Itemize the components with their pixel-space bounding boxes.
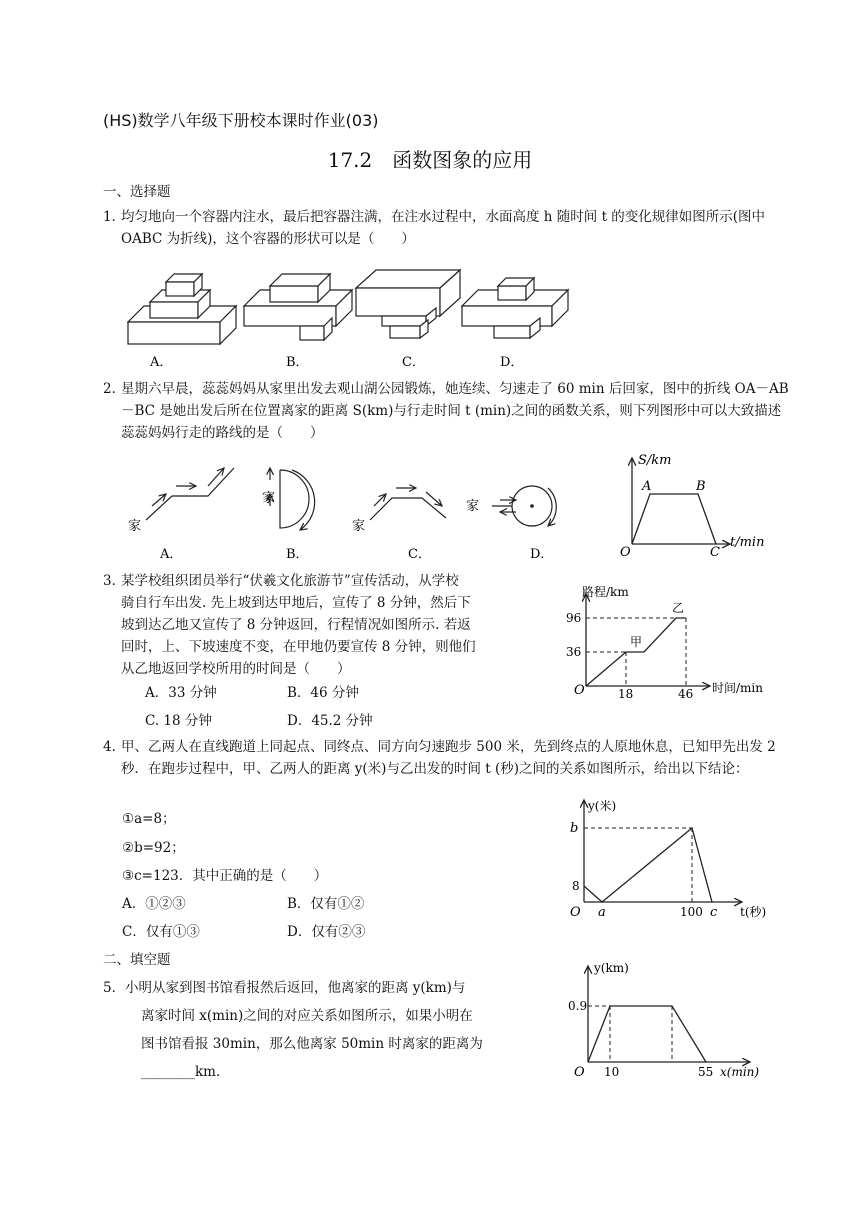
q1-label-d: D．: [500, 355, 524, 370]
container-c: [356, 270, 460, 338]
svg-text:路程/km: 路程/km: [582, 585, 629, 599]
q4-option-b[interactable]: B．仅有①②: [287, 896, 365, 912]
route-a: [146, 468, 234, 520]
svg-text:O: O: [620, 545, 631, 560]
home-label-c: 家: [352, 519, 366, 534]
route-c: [370, 498, 446, 520]
section-fill: 二、填空题: [103, 952, 171, 968]
question-3: 3． 某学校组织团员举行“伏羲文化旅游节”宣传活动，从学校 骑自行车出发. 先上坡到达甲地后，宣传了 8 分钟，然后下 坡到达乙地又宣传了 8 分钟返回，行程情况如图所示. 若返 回时，上、下坡速度不变，在甲地仍要宣传 8 分钟，则他们 从乙地返回学校所用的时间是（ ）: [103, 573, 476, 677]
svg-text:t(秒): t(秒): [740, 905, 767, 919]
q5-graph: [560, 958, 780, 1082]
question-1-text: 均匀地向一个容器内注水，最后把容器注满，在注水过程中，水面高度 h 随时间 t 的变化规律如图所示(图中 OABC 为折线)，这个容器的形状可以是（ ）: [121, 209, 766, 247]
q4-conclusion-2: ②b=92；: [122, 840, 185, 856]
svg-text:S/km: S/km: [638, 453, 672, 468]
q3-option-b[interactable]: B．46 分钟: [287, 685, 359, 701]
svg-text:96: 96: [566, 611, 582, 625]
svg-text:0.9: 0.9: [568, 999, 588, 1013]
question-4-text: 甲、乙两人在直线跑道上同起点、同终点、同方向匀速跑步 500 米，先到终点的人原地休息，已知甲先出发 2 秒．在跑步过程中，甲、乙两人的距离 y(米)与乙出发的时间 t (秒)之间的关系如图所示，给出以下结论：: [121, 739, 776, 777]
svg-text:O: O: [574, 683, 585, 698]
q1-label-a: A．: [150, 355, 173, 370]
q4-conclusion-1: ①a=8；: [122, 811, 176, 827]
q2-graph-line: [632, 494, 716, 544]
q4-option-c[interactable]: C．仅有①③: [122, 924, 200, 940]
q2-graph: [612, 452, 772, 562]
q1-label-c: C．: [402, 355, 425, 370]
container-a: [128, 274, 236, 344]
svg-text:时间/min: 时间/min: [712, 681, 763, 695]
q2-label-d: D．: [530, 547, 554, 562]
q5-answer-blank[interactable]: ________km．: [141, 1064, 230, 1080]
q1-label-b: B．: [286, 355, 309, 370]
q2-label-c: C．: [408, 547, 431, 562]
svg-text:a: a: [598, 905, 606, 920]
home-label-d: 家: [466, 499, 480, 514]
q4-graph-line: [584, 828, 712, 902]
q3-option-c[interactable]: C. 18 分钟: [145, 713, 212, 729]
svg-text:8: 8: [572, 879, 580, 893]
svg-text:乙: 乙: [672, 601, 685, 615]
svg-text:100: 100: [680, 905, 703, 919]
question-1: 1． 均匀地向一个容器内注水，最后把容器注满，在注水过程中，水面高度 h 随时间 t 的变化规律如图所示(图中 OABC 为折线)，这个容器的形状可以是（ ）: [103, 206, 793, 250]
svg-text:B: B: [696, 479, 706, 494]
svg-text:46: 46: [678, 687, 694, 698]
svg-text:y(km): y(km): [594, 961, 629, 975]
svg-text:t/min: t/min: [730, 535, 765, 550]
question-4: 4． 甲、乙两人在直线跑道上同起点、同终点、同方向匀速跑步 500 米，先到终点的人原地休息，已知甲先出发 2 秒．在跑步过程中，甲、乙两人的距离 y(米)与乙出发的时间 t (秒)之间的关系如图所示，给出以下结论：: [103, 736, 783, 780]
svg-text:18: 18: [618, 687, 634, 698]
svg-text:甲: 甲: [630, 635, 643, 649]
container-b: [244, 274, 352, 340]
svg-text:10: 10: [604, 1065, 620, 1079]
container-d: [462, 278, 568, 338]
q4-graph: [562, 792, 787, 922]
svg-text:O: O: [570, 905, 581, 920]
worksheet-header: (HS)数学八年级下册校本课时作业(03): [103, 111, 379, 130]
q2-label-b: B．: [286, 547, 309, 562]
svg-text:A: A: [642, 479, 652, 494]
q3-option-d[interactable]: D．45.2 分钟: [287, 713, 373, 729]
home-label-b: 家: [262, 491, 276, 506]
svg-text:O: O: [574, 1065, 585, 1080]
q3-graph: [560, 580, 775, 698]
q4-conclusion-3: ③c=123．其中正确的是（ ）: [122, 868, 328, 884]
svg-text:y(米): y(米): [588, 799, 617, 813]
q1-containers: [120, 262, 590, 372]
svg-text:55: 55: [698, 1065, 714, 1079]
page-title: 17.2 函数图象的应用: [327, 148, 533, 172]
svg-text:c: c: [710, 905, 718, 920]
question-5: 5． 小明从家到图书馆看报然后返回，他离家的距离 y(km)与 离家时间 x(min)之间的对应关系如图所示，如果小明在 图书馆看报 30min，那么他离家 50min 时离家的距离为 ________km．: [103, 974, 523, 1086]
q4-option-a[interactable]: A．①②③: [122, 896, 186, 912]
svg-text:36: 36: [566, 645, 582, 659]
q2-route-figures: [120, 458, 590, 568]
svg-text:x(min): x(min): [720, 1065, 760, 1079]
q5-graph-line: [588, 1006, 706, 1062]
q4-option-d[interactable]: D．仅有②③: [287, 924, 366, 940]
home-label-a: 家: [128, 519, 142, 534]
section-choice: 一、选择题: [103, 184, 171, 200]
q3-option-a[interactable]: A．33 分钟: [145, 685, 217, 701]
question-2: 2． 星期六早晨，蕊蕊妈妈从家里出发去观山湖公园锻炼，她连续、匀速走了 60 min 后回家，图中的折线 OA－AB－BC 是她出发后所在位置离家的距离 S(km)与行走时间 t (min)之间的函数关系，则下列图形中可以大致描述蕊蕊妈妈行走的路线的是（ ）: [103, 378, 793, 444]
svg-text:C: C: [710, 545, 720, 560]
question-2-text: 星期六早晨，蕊蕊妈妈从家里出发去观山湖公园锻炼，她连续、匀速走了 60 min 后回家，图中的折线 OA－AB－BC 是她出发后所在位置离家的距离 S(km)与行走时间 t (min)之间的函数关系，则下列图形中可以大致描述蕊蕊妈妈行走的路线的是（ ）: [121, 381, 789, 441]
q2-label-a: A．: [160, 547, 183, 562]
svg-text:b: b: [570, 821, 579, 836]
